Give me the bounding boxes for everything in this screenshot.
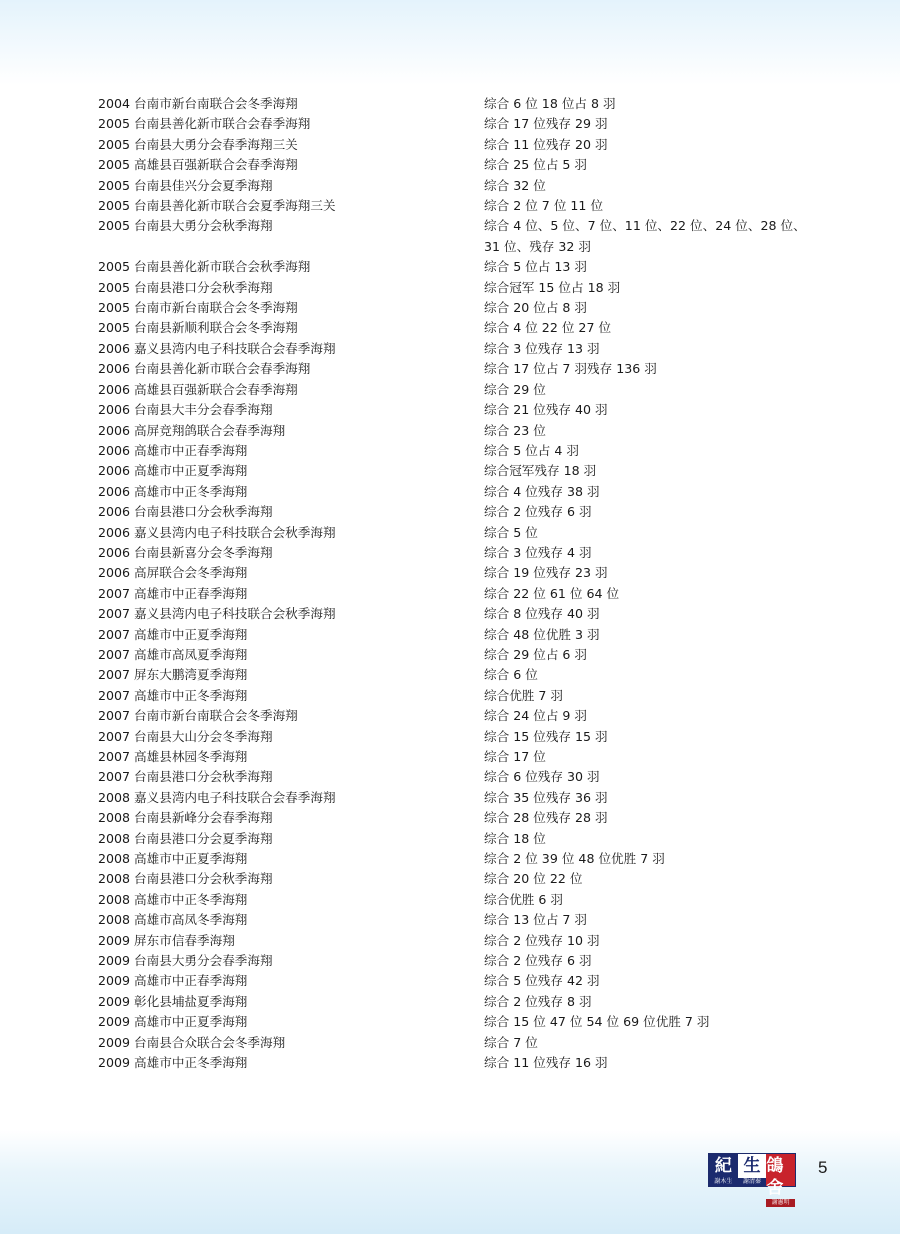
result-row	[98, 298, 818, 318]
race-event: 2008 台南县港口分会夏季海翔	[98, 830, 273, 846]
race-event: 2006 台南县大丰分会春季海翔	[98, 402, 273, 418]
result-row	[98, 951, 818, 971]
result-row	[98, 992, 818, 1012]
logo-name: 謝木生	[709, 1178, 738, 1186]
result-row	[98, 625, 818, 645]
race-event: 2006 高雄县百强新联合会春季海翔	[98, 381, 298, 397]
race-event: 2005 台南县新顺利联合会冬季海翔	[98, 320, 298, 336]
race-result: 综合 32 位	[484, 177, 546, 193]
race-event: 2006 台南县港口分会秋季海翔	[98, 504, 273, 520]
result-row	[98, 788, 818, 808]
result-row	[98, 727, 818, 747]
result-row	[98, 94, 818, 114]
race-event: 2009 彰化县埔盐夏季海翔	[98, 993, 248, 1009]
race-event: 2006 高雄市中正春季海翔	[98, 442, 248, 458]
race-event: 2007 高雄市中正春季海翔	[98, 585, 248, 601]
race-result: 综合 5 位残存 42 羽	[484, 973, 600, 989]
result-row	[98, 890, 818, 910]
race-result: 综合 13 位占 7 羽	[484, 912, 588, 928]
result-row	[98, 971, 818, 991]
race-event: 2008 台南县港口分会秋季海翔	[98, 871, 273, 887]
race-event: 2007 台南县大山分会冬季海翔	[98, 728, 273, 744]
results-list	[98, 94, 818, 1074]
result-row	[98, 1012, 818, 1032]
race-event: 2005 台南县善化新市联合会秋季海翔	[98, 259, 311, 275]
race-event: 2007 高雄市中正夏季海翔	[98, 626, 248, 642]
result-row	[98, 155, 818, 175]
race-result: 综合 11 位残存 20 羽	[484, 136, 608, 152]
result-row	[98, 849, 818, 869]
race-event: 2007 嘉义县湾内电子科技联合会秋季海翔	[98, 606, 336, 622]
logo-panel-middle	[738, 1154, 767, 1186]
race-result: 综合 23 位	[484, 422, 546, 438]
race-result: 综合 2 位残存 6 羽	[484, 953, 592, 969]
result-row	[98, 563, 818, 583]
race-result: 综合 29 位	[484, 381, 546, 397]
race-event: 2008 台南县新峰分会春季海翔	[98, 810, 273, 826]
loft-logo	[708, 1153, 796, 1206]
result-row	[98, 135, 818, 155]
result-row	[98, 767, 818, 787]
race-result: 综合 25 位占 5 羽	[484, 157, 588, 173]
result-row	[98, 706, 818, 726]
logo-name: 謝清秦	[738, 1178, 767, 1186]
race-event: 2006 嘉义县湾内电子科技联合会秋季海翔	[98, 524, 336, 540]
race-event: 2006 高雄市中正夏季海翔	[98, 463, 248, 479]
race-result: 综合 7 位	[484, 1034, 538, 1050]
result-row	[98, 441, 818, 461]
result-row	[98, 931, 818, 951]
result-row	[98, 278, 818, 298]
result-row	[98, 523, 818, 543]
race-event: 2005 台南县佳兴分会夏季海翔	[98, 177, 273, 193]
race-result: 综合 22 位 61 位 64 位	[484, 585, 620, 601]
logo-panel-right	[766, 1154, 795, 1206]
result-row	[98, 808, 818, 828]
race-event: 2005 高雄县百强新联合会春季海翔	[98, 157, 298, 173]
race-result: 综合 6 位 18 位占 8 羽	[484, 96, 616, 111]
race-event: 2005 台南县港口分会秋季海翔	[98, 279, 273, 295]
race-event: 2006 高屏联合会冬季海翔	[98, 565, 248, 581]
race-result: 综合 19 位残存 23 羽	[484, 565, 608, 581]
race-result: 综合 6 位残存 30 羽	[484, 769, 600, 785]
race-event: 2006 嘉义县湾内电子科技联合会春季海翔	[98, 340, 336, 356]
race-result: 综合 17 位占 7 羽残存 136 羽	[484, 361, 657, 377]
result-row	[98, 645, 818, 665]
race-event: 2006 台南县新喜分会冬季海翔	[98, 544, 273, 560]
logo-char: 紀	[714, 1156, 732, 1176]
race-result: 综合 2 位残存 6 羽	[484, 504, 592, 520]
result-row	[98, 400, 818, 420]
race-result: 综合 2 位残存 10 羽	[484, 932, 600, 948]
race-result: 综合 2 位 7 位 11 位	[484, 198, 604, 214]
race-result: 综合 2 位残存 8 羽	[484, 993, 592, 1009]
result-row	[98, 910, 818, 930]
race-event: 2007 高雄县林园冬季海翔	[98, 749, 248, 764]
race-result: 综合 20 位占 8 羽	[484, 300, 588, 316]
result-row	[98, 584, 818, 604]
race-event: 2005 台南县大勇分会春季海翔三关	[98, 136, 298, 152]
result-row	[98, 604, 818, 624]
race-event: 2004 台南市新台南联合会冬季海翔	[98, 96, 298, 111]
result-row	[98, 380, 818, 400]
result-row	[98, 829, 818, 849]
race-result: 综合 17 位残存 29 羽	[484, 116, 608, 132]
race-event: 2007 高雄市中正冬季海翔	[98, 687, 248, 703]
race-event: 2009 高雄市中正冬季海翔	[98, 1055, 248, 1071]
race-event: 2009 台南县大勇分会春季海翔	[98, 953, 273, 969]
result-row	[98, 176, 818, 196]
result-row	[98, 869, 818, 889]
race-event: 2006 高雄市中正冬季海翔	[98, 483, 248, 499]
race-result: 综合 35 位残存 36 羽	[484, 789, 608, 805]
result-row	[98, 114, 818, 134]
race-result: 综合 4 位残存 38 羽	[484, 483, 600, 499]
result-row	[98, 1053, 818, 1073]
race-event: 2005 台南县大勇分会秋季海翔	[98, 218, 273, 234]
race-event: 2009 高雄市中正春季海翔	[98, 973, 248, 989]
race-result: 综合 11 位残存 16 羽	[484, 1055, 608, 1071]
result-row	[98, 257, 818, 277]
race-result: 综合 5 位占 4 羽	[484, 442, 580, 458]
race-result: 综合 3 位残存 13 羽	[484, 340, 600, 356]
race-event: 2007 屏东大鹏湾夏季海翔	[98, 667, 248, 683]
result-row	[98, 665, 818, 685]
result-row	[98, 216, 818, 257]
result-row	[98, 482, 818, 502]
race-result: 综合优胜 6 羽	[484, 891, 563, 907]
race-result: 综合 20 位 22 位	[484, 871, 583, 887]
race-event: 2008 高雄市中正夏季海翔	[98, 851, 248, 867]
page-number: 5	[818, 1158, 828, 1177]
race-result: 综合 17 位	[484, 749, 546, 764]
race-result: 综合 8 位残存 40 羽	[484, 606, 600, 622]
race-result: 综合 6 位	[484, 667, 538, 683]
race-result: 综合 48 位优胜 3 羽	[484, 626, 600, 642]
race-result: 综合冠军残存 18 羽	[484, 463, 597, 479]
logo-char: 鴿舍	[766, 1156, 784, 1198]
race-event: 2009 台南县合众联合会冬季海翔	[98, 1034, 286, 1050]
race-result: 综合 2 位 39 位 48 位优胜 7 羽	[484, 851, 665, 867]
race-result: 综合冠军 15 位占 18 羽	[484, 279, 621, 295]
race-result: 综合 24 位占 9 羽	[484, 708, 588, 724]
race-event: 2007 台南市新台南联合会冬季海翔	[98, 708, 298, 724]
race-result: 综合 18 位	[484, 830, 546, 846]
race-event: 2006 高屏竞翔鸽联合会春季海翔	[98, 422, 286, 438]
result-row	[98, 543, 818, 563]
logo-panel-left	[709, 1154, 738, 1186]
race-event: 2005 台南县善化新市联合会春季海翔	[98, 116, 311, 132]
result-row	[98, 359, 818, 379]
result-row	[98, 502, 818, 522]
race-event: 2007 高雄市高凤夏季海翔	[98, 646, 248, 662]
result-row	[98, 1033, 818, 1053]
logo-char: 生	[743, 1156, 761, 1176]
race-event: 2008 高雄市中正冬季海翔	[98, 891, 248, 907]
result-row	[98, 318, 818, 338]
race-result: 综合 3 位残存 4 羽	[484, 544, 592, 560]
race-event: 2008 嘉义县湾内电子科技联合会春季海翔	[98, 789, 336, 805]
race-result: 综合 15 位残存 15 羽	[484, 728, 608, 744]
race-event: 2008 高雄市高凤冬季海翔	[98, 912, 248, 928]
result-row	[98, 747, 818, 767]
race-event: 2006 台南县善化新市联合会春季海翔	[98, 361, 311, 377]
race-result: 综合 15 位 47 位 54 位 69 位优胜 7 羽	[484, 1014, 710, 1030]
race-event: 2009 高雄市中正夏季海翔	[98, 1014, 248, 1030]
race-result: 综合 29 位占 6 羽	[484, 646, 588, 662]
logo-name: 謝憲明	[766, 1199, 795, 1207]
race-result: 综合 28 位残存 28 羽	[484, 810, 608, 826]
race-event: 2005 台南市新台南联合会冬季海翔	[98, 300, 298, 316]
race-result: 综合 4 位 22 位 27 位	[484, 320, 612, 336]
race-event: 2009 屏东市信春季海翔	[98, 932, 235, 948]
race-event: 2007 台南县港口分会秋季海翔	[98, 769, 273, 785]
race-result: 综合优胜 7 羽	[484, 687, 563, 703]
result-row	[98, 461, 818, 481]
result-row	[98, 196, 818, 216]
result-row	[98, 686, 818, 706]
race-result: 综合 5 位占 13 羽	[484, 259, 588, 275]
result-row	[98, 421, 818, 441]
race-result: 综合 21 位残存 40 羽	[484, 402, 608, 418]
result-row	[98, 339, 818, 359]
race-event: 2005 台南县善化新市联合会夏季海翔三关	[98, 198, 336, 214]
race-result: 综合 5 位	[484, 524, 538, 540]
race-result: 综合 4 位、5 位、7 位、11 位、22 位、24 位、28 位、31 位、残存 32 羽	[484, 218, 806, 254]
